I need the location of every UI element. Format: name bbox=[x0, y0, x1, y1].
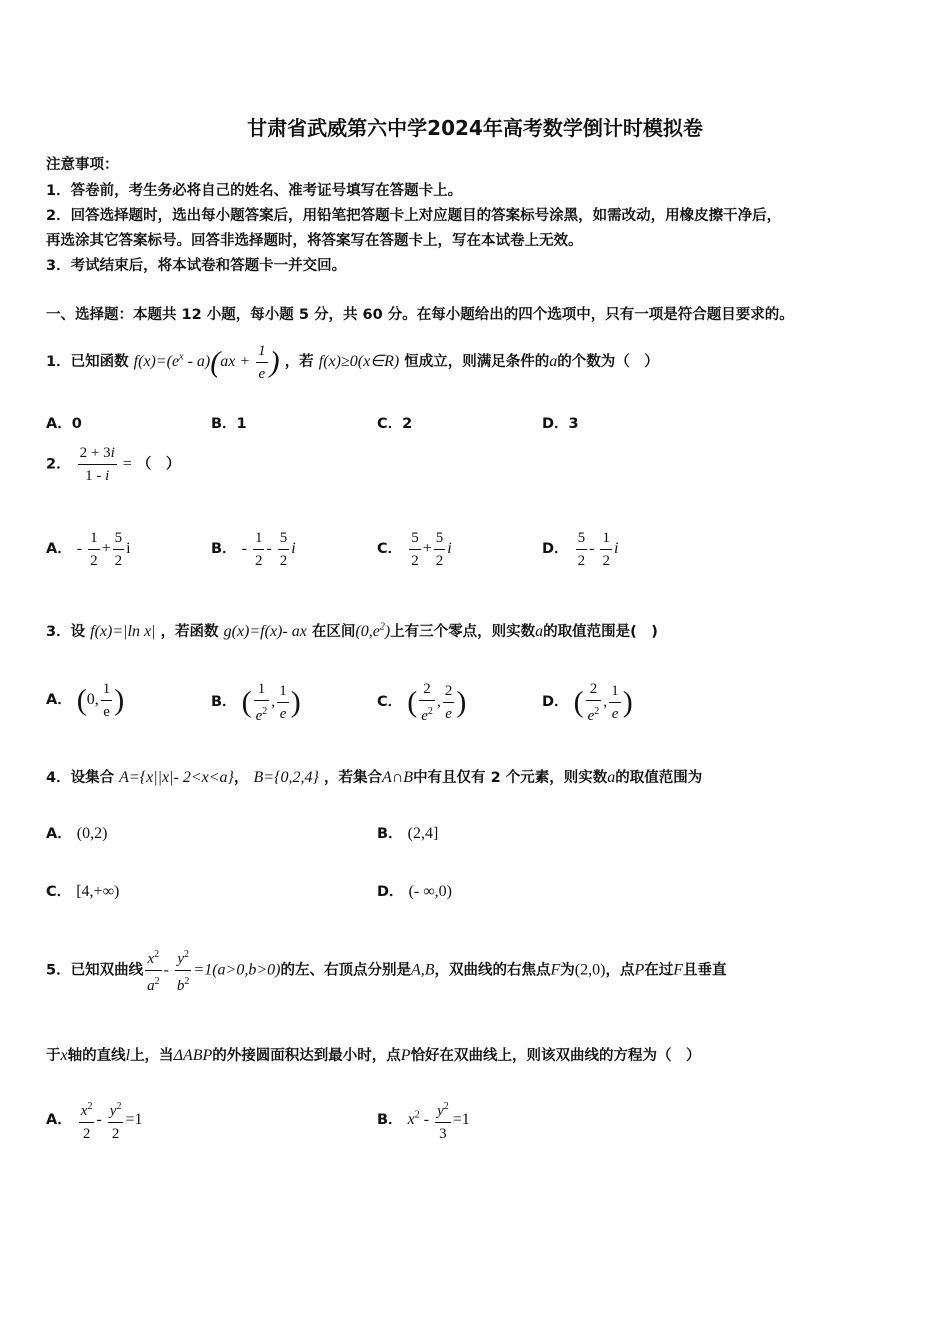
q5-mid4: ，点 bbox=[605, 962, 635, 979]
q1-option-a[interactable]: A．0 bbox=[46, 416, 82, 432]
q2-fraction: $\frac{2 + 3i}{1 - i}$ bbox=[78, 442, 117, 487]
q1-tail: 恒成立，则满足条件的 bbox=[404, 354, 550, 371]
q4-option-c[interactable] bbox=[46, 880, 119, 901]
q5-option-a[interactable]: A． $\frac{x^2}{2}$ - $\frac{y^2}{2}$ =1 bbox=[46, 1096, 143, 1145]
q1-condition: f(x)≥0(x∈R) bbox=[318, 353, 400, 371]
q4-option-c-label: C． bbox=[46, 884, 72, 900]
q1-option-c[interactable]: C．2 bbox=[377, 416, 413, 432]
q4-option-d-label: D． bbox=[377, 884, 404, 900]
q3-option-a[interactable]: A． (0, $\frac{1}{e}$ ) bbox=[46, 678, 124, 723]
q2-option-c-label: C． bbox=[377, 541, 403, 558]
q4-set-a: A={x||x|- 2<x<a} bbox=[119, 769, 234, 786]
q2-option-a-label: A． bbox=[46, 541, 72, 558]
q2-tail: （ ） bbox=[136, 456, 181, 473]
q4-option-d[interactable] bbox=[377, 880, 452, 901]
q1-prefix: 1．已知函数 bbox=[46, 354, 129, 371]
question-1 bbox=[46, 340, 659, 385]
notes-heading: 注意事项： bbox=[46, 157, 119, 173]
q3-option-b[interactable]: B． ( $\frac{1}{e^2}$ , $\frac{1}{e}$ ) bbox=[211, 678, 301, 727]
q4-mid2: 中有且仅有 2 个元素，则实数 bbox=[413, 770, 608, 786]
q3-option-a-label: A． bbox=[46, 692, 72, 709]
q5-line2a: 于 bbox=[46, 1048, 61, 1064]
q3-option-d-label: D． bbox=[542, 694, 569, 711]
q3-mid2: 在区间 bbox=[311, 624, 356, 640]
q3-option-c-label: C． bbox=[377, 694, 403, 711]
q3-fx: f(x)=|ln x| bbox=[90, 623, 156, 640]
q4-sep: ， bbox=[233, 770, 249, 786]
q3-prefix: 3．设 bbox=[46, 624, 86, 640]
q1-tail2: 的个数为（ ） bbox=[557, 354, 659, 371]
q5-option-a-label: A． bbox=[46, 1112, 72, 1129]
q4-option-b-label: B． bbox=[377, 826, 403, 842]
q4-intersection: A∩B bbox=[381, 769, 414, 786]
q3-mid: ，若函数 bbox=[160, 624, 219, 640]
q2-option-d-label: D． bbox=[542, 541, 569, 558]
q4-option-c-value: [4,+∞) bbox=[76, 883, 120, 900]
question-5: 5．已知双曲线 $\frac{x^2}{a^2}$ - $\frac{y^2}{b^2}$ =1(a>0,b>0)的左、右顶点分别是A,B，双曲线的右焦点F为(2,0)，点P在过F且垂直 bbox=[46, 944, 727, 997]
q5-F: F bbox=[550, 961, 561, 979]
q4-option-b-value: (2,4] bbox=[407, 825, 439, 842]
q5-line2b: 轴的直线 bbox=[67, 1048, 126, 1064]
q5-P2: P bbox=[400, 1047, 411, 1064]
q4-set-b: B={0,2,4} bbox=[253, 769, 319, 786]
q3-var: a bbox=[535, 623, 544, 640]
page-title: 甘肃省武威第六中学2024年高考数学倒计时模拟卷 bbox=[247, 116, 703, 140]
q5-tail: 且垂直 bbox=[683, 962, 727, 979]
q4-prefix: 4．设集合 bbox=[46, 770, 115, 786]
q1-function: $f(x)=(e^x - a)(ax$ + $\frac{1}{e}$ ) bbox=[134, 353, 280, 370]
note-item: 2．回答选择题时，选出每小题答案后，用铅笔把答题卡上对应题目的答案标号涂黑，如需改动，用橡皮擦干净后， bbox=[46, 208, 782, 224]
q1-option-b[interactable]: B．1 bbox=[211, 416, 247, 432]
note-item: 3．考试结束后，将本试卷和答题卡一并交回。 bbox=[46, 258, 347, 274]
note-item: 1．答卷前，考生务必将自己的姓名、准考证号填写在答题卡上。 bbox=[46, 183, 463, 199]
q5-frac-y: $\frac{y^2}{b^2}$ bbox=[175, 944, 192, 997]
q5-line2d: 的外接圆面积达到最小时，点 bbox=[212, 1048, 401, 1064]
q5-line2e: 恰好在双曲线上，则该双曲线的方程为（ ） bbox=[410, 1048, 701, 1064]
q5-P: P bbox=[634, 961, 645, 979]
q5-mid: 的左、右顶点分别是 bbox=[280, 962, 411, 979]
q3-option-b-label: B． bbox=[211, 694, 237, 711]
q5-mid2: ，双曲线的右焦点 bbox=[434, 962, 551, 979]
question-4 bbox=[46, 766, 702, 787]
q5-points: A,B bbox=[410, 961, 435, 979]
section-heading: 一、选择题：本题共 12 小题，每小题 5 分，共 60 分。在每小题给出的四个选项中，只有一项是符合题目要求的。 bbox=[46, 307, 794, 323]
q2-option-b-label: B． bbox=[211, 541, 237, 558]
q5-mid3: 为 bbox=[560, 962, 575, 979]
q3-option-c[interactable]: C． ( $\frac{2}{e^2}$ , $\frac{2}{e}$ ) bbox=[377, 678, 466, 727]
q2-option-c[interactable]: C． $\frac{5}{2}$ + $\frac{5}{2}$ i bbox=[377, 527, 452, 572]
q5-line2c: 上，当 bbox=[130, 1048, 174, 1064]
q5-F2: F bbox=[673, 961, 684, 979]
note-item: 再选涂其它答案标号。回答非选择题时，将答案写在答题卡上，写在本试卷上无效。 bbox=[46, 233, 583, 249]
q2-option-a[interactable]: A． - $\frac{1}{2}$ + $\frac{5}{2}$ i bbox=[46, 527, 131, 572]
q5-F-value: (2,0) bbox=[574, 961, 606, 979]
q4-mid: ，若集合 bbox=[323, 770, 382, 786]
q4-tail: 的取值范围为 bbox=[615, 770, 703, 786]
q1-mid: ，若 bbox=[284, 354, 314, 371]
q1-fraction: $\frac{1}{e}$ bbox=[256, 340, 268, 385]
q5-l: l bbox=[125, 1047, 131, 1064]
q2-option-b[interactable]: B． - $\frac{1}{2}$ - $\frac{5}{2}$ i bbox=[211, 527, 296, 572]
q3-tail: 的取值范围是( ) bbox=[543, 624, 658, 640]
q4-option-d-value: (- ∞,0) bbox=[408, 883, 452, 900]
q5-prefix: 5．已知双曲线 bbox=[46, 962, 144, 979]
q4-var: a bbox=[607, 769, 616, 786]
q1-option-d[interactable]: D．3 bbox=[542, 416, 579, 432]
question-2: 2． $\frac{2 + 3i}{1 - i}$ = （ ） bbox=[46, 442, 180, 487]
q3-option-d[interactable]: D． ( $\frac{2}{e^2}$ , $\frac{1}{e}$ ) bbox=[542, 678, 633, 727]
q1-var: a bbox=[549, 353, 558, 371]
q3-interval: $(0,e^2)$ bbox=[355, 621, 391, 640]
q5-option-b[interactable]: B． $x^2$ - $\frac{y^2}{3}$ =1 bbox=[377, 1096, 470, 1145]
q4-option-a[interactable] bbox=[46, 822, 107, 843]
q2-prefix: 2． bbox=[46, 456, 71, 473]
q4-option-b[interactable] bbox=[377, 822, 438, 843]
question-5-line2 bbox=[46, 1044, 701, 1065]
q5-cond: =1(a>0,b>0) bbox=[193, 961, 281, 979]
q2-option-d[interactable]: D． $\frac{5}{2}$ - $\frac{1}{2}$ i bbox=[542, 527, 618, 572]
q5-frac-x: $\frac{x^2}{a^2}$ bbox=[145, 944, 162, 997]
q5-mid5: 在过 bbox=[644, 962, 674, 979]
q4-option-a-label: A． bbox=[46, 826, 72, 842]
q3-mid3: 上有三个零点，则实数 bbox=[390, 624, 536, 640]
q5-triangle: ΔABP bbox=[173, 1047, 213, 1064]
q5-option-b-label: B． bbox=[377, 1112, 403, 1129]
q5-x: x bbox=[60, 1047, 68, 1064]
question-3 bbox=[46, 620, 658, 641]
q3-gx: g(x)=f(x)- ax bbox=[223, 623, 307, 640]
q4-option-a-value: (0,2) bbox=[76, 825, 108, 842]
